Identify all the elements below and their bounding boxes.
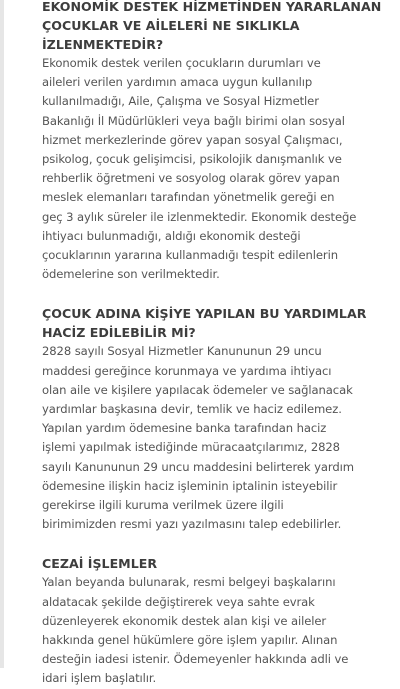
section-paragraph: Ekonomik destek verilen çocukların durumları ve aileleri verilen yardımın amaca uygun kullanılıp kullanılmadığı, Aile, Çalışma ve Sosyal Hizmetler Bakanlığı İl Müdürlükleri veya bağlı birimi olan sosyal hizmet merkezlerinde görev yapan sosyal Çalışmacı, psikolog, çocuk gelişimcisi, psikolojik danışmanlık ve rehberlik öğretmeni ve sosyolog olarak görev yapan meslek elemanları tarafından yönetmelik gereği en geç 3 aylık süreler ile izlenmektedir. Ekonomik desteğe ihtiyacı bulunmadığı, aldığı ekonomik desteği çocuklarının yararına kullanmadığı tespit edilenlerin ödemelerine son verilmektedir. <box>42 56 357 282</box>
left-scroll-rail <box>0 0 4 668</box>
section-paragraph: Yapılan yardım ödemesine banka tarafından haciz işlemi yapılmak istediğinde müracaatçılarımız, 2828 sayılı Kanununun 29 uncu maddesini belirterek yardım ödemesine ilişkin haciz işleminin iptalinin isteyebilir gerekirse ilgili kuruma verilmek üzere ilgili birimimizden resmi yazı yazılmasını talep edebilirler. <box>42 421 354 532</box>
section-paragraph: Yalan beyanda bulunarak, resmi belgeyi başkalarını aldatacak şekilde değiştirerek veya sahte evrak düzenleyerek ekonomik destek alan kişi ve aileler hakkında genel hükümlere göre işlem yapılır. Alınan desteğin iadesi istenir. Ödemeyenler hakkında adli ve idari işlem başlatılır. <box>42 575 349 686</box>
section-penal-actions <box>42 554 382 688</box>
section-monitoring-frequency <box>42 0 382 284</box>
section-paragraph: 2828 sayılı Sosyal Hizmetler Kanununun 29 uncu maddesi gereğince korunmaya ve yardıma ihtiyacı olan aile ve kişilere yapılacak ödemeler ve sağlanacak yardımlar başkasına devir, temlik ve haciz edilemez. <box>42 344 353 417</box>
section-seizure-question <box>42 304 382 534</box>
section-heading: CEZAİ İŞLEMLER <box>42 556 158 572</box>
section-heading: ÇOCUK ADINA KİŞİYE YAPILAN BU YARDIMLAR HACİZ EDİLEBİLİR Mİ? <box>42 306 367 341</box>
article-content <box>42 0 382 689</box>
section-heading: EKONOMİK DESTEK HİZMETİNDEN YARARLANAN ÇOCUKLAR VE AİLELERİ NE SIKLIKLA İZLENMEKTEDİR? <box>42 0 382 52</box>
